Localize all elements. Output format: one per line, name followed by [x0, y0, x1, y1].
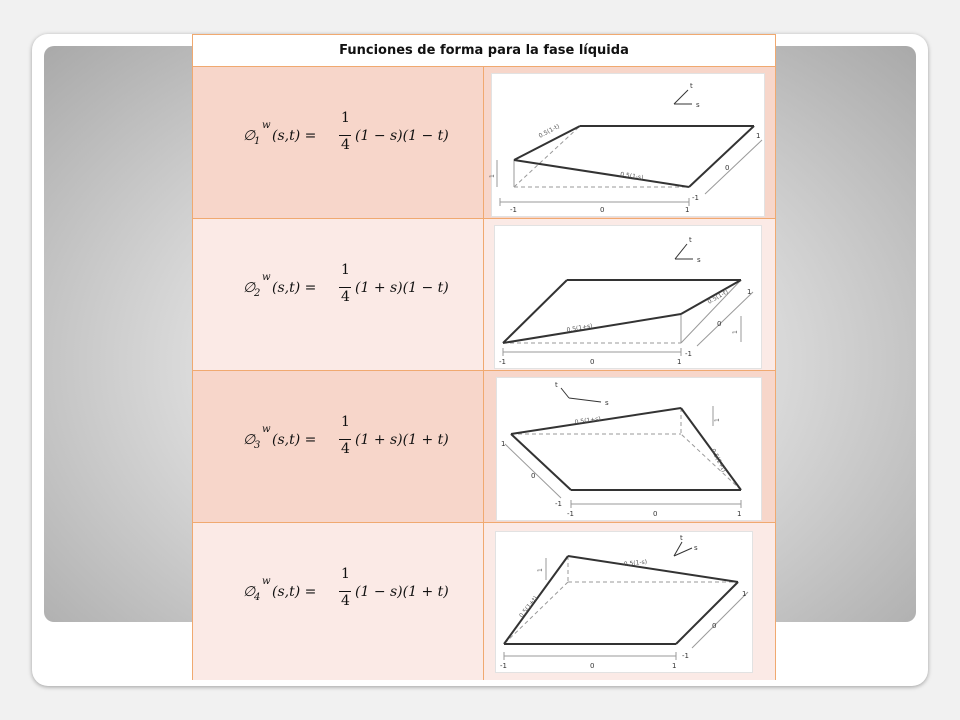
shape-function-formula [243, 566, 463, 616]
shape-function-figure [491, 73, 765, 217]
fraction-denominator: 4 [341, 441, 350, 457]
arguments: (s,t) = [272, 128, 317, 144]
shape-function-figure [494, 225, 762, 369]
local-axes-icon [674, 542, 692, 556]
shape-function-diagram [495, 226, 761, 368]
tick-right: 1 [672, 662, 677, 670]
fraction-bar [339, 439, 351, 440]
fraction-denominator: 4 [341, 137, 350, 153]
tick-depth-end: 1 [742, 590, 747, 598]
shape-function-diagram [497, 378, 761, 520]
factors: (1 + s)(1 − t) [355, 280, 449, 296]
fraction-bar [339, 287, 351, 288]
shape-function-diagram [489, 74, 764, 216]
dimension-line-t [705, 140, 762, 194]
height-label: 1 [732, 330, 739, 334]
formula-cell [193, 219, 484, 371]
tick-right: 1 [685, 206, 690, 214]
shape-function-diagram [496, 532, 752, 672]
axis-s-label: s [697, 256, 701, 264]
tick-left: -1 [499, 358, 506, 366]
phi-symbol: ∅ [243, 128, 256, 144]
edge-label-a: 0.5(1+s) [566, 322, 594, 334]
edge-label-a: 0.5(1-t) [537, 122, 561, 140]
superscript: w [262, 576, 271, 587]
tick-left: -1 [510, 206, 517, 214]
shape-function-formula [243, 262, 463, 312]
factors: (1 − s)(1 − t) [355, 128, 449, 144]
fraction-numerator: 1 [341, 414, 350, 430]
tick-mid: 0 [590, 358, 595, 366]
factors: (1 + s)(1 + t) [355, 432, 449, 448]
fraction-bar [339, 591, 351, 592]
superscript: w [262, 120, 271, 131]
arguments: (s,t) = [272, 584, 317, 600]
axis-s-label: s [694, 544, 698, 552]
shape-function-formula [243, 414, 463, 464]
axis-t-label: t [689, 236, 692, 244]
arguments: (s,t) = [272, 280, 317, 296]
formula-cell [193, 67, 484, 219]
edge-label-b: 0.5(1-t) [706, 288, 730, 306]
edge-label-b: 0.5(1+t) [518, 594, 540, 620]
edge-label-a: 0.5(1+s) [574, 415, 602, 426]
figure-cell [484, 371, 775, 523]
tick-depth-mid: 0 [712, 622, 717, 630]
tick-depth-mid: 0 [717, 320, 722, 328]
shape-function-formula [243, 110, 463, 160]
local-axes-icon [561, 388, 601, 402]
factors: (1 − s)(1 + t) [355, 584, 449, 600]
tick-depth-start: -1 [692, 194, 699, 202]
local-axes-icon [675, 244, 693, 259]
tick-left: -1 [567, 510, 574, 518]
fraction-numerator: 1 [341, 110, 350, 126]
fraction-denominator: 4 [341, 289, 350, 305]
shape-surface [503, 280, 741, 343]
tick-depth-mid: 0 [531, 472, 536, 480]
tick-left: -1 [500, 662, 507, 670]
tick-depth-start: -1 [682, 652, 689, 660]
tick-right: 1 [737, 510, 742, 518]
formula-cell [193, 523, 484, 680]
table-row [193, 66, 775, 219]
axis-t-label: t [555, 381, 558, 389]
tick-mid: 0 [600, 206, 605, 214]
table-row [193, 218, 775, 371]
axis-t-label: t [680, 534, 683, 542]
edge-label-b: 0.5(1+t) [709, 447, 728, 474]
superscript: w [262, 272, 271, 283]
tick-mid: 0 [653, 510, 658, 518]
subscript: 4 [254, 592, 261, 603]
table-row [193, 522, 775, 680]
shape-function-figure [496, 377, 762, 521]
fraction-numerator: 1 [341, 566, 350, 582]
edge-label-a: 0.5(1-s) [623, 558, 648, 568]
shape-functions-table [192, 34, 776, 680]
tick-mid: 0 [590, 662, 595, 670]
axis-s-label: s [696, 101, 700, 109]
shape-surface [511, 408, 741, 490]
height-label: 1 [489, 174, 496, 178]
formula-cell [193, 371, 484, 523]
tick-depth-end: 1 [747, 288, 752, 296]
axis-t-label: t [690, 82, 693, 90]
fraction-denominator: 4 [341, 593, 350, 609]
fraction-numerator: 1 [341, 262, 350, 278]
table-row [193, 370, 775, 523]
tick-depth-end: 1 [501, 440, 506, 448]
tick-depth-start: -1 [685, 350, 692, 358]
local-axes-icon [674, 90, 692, 104]
subscript: 3 [254, 440, 261, 451]
shape-function-figure [495, 531, 753, 673]
subscript: 2 [254, 288, 261, 299]
tick-depth-end: 1 [756, 132, 761, 140]
phi-symbol: ∅ [243, 280, 256, 296]
phi-symbol: ∅ [243, 584, 256, 600]
tick-depth-start: -1 [555, 500, 562, 508]
figure-cell [484, 67, 775, 219]
height-label: 1 [537, 568, 544, 572]
figure-cell [484, 219, 775, 371]
axis-s-label: s [605, 399, 609, 407]
subscript: 1 [254, 136, 261, 147]
superscript: w [262, 424, 271, 435]
height-label: 1 [714, 418, 721, 422]
figure-cell [484, 523, 775, 680]
tick-depth-mid: 0 [725, 164, 730, 172]
fraction-bar [339, 135, 351, 136]
edge-label-b: 0.5(1-s) [619, 171, 644, 182]
arguments: (s,t) = [272, 432, 317, 448]
table-title: Funciones de forma para la fase líquida [193, 35, 775, 67]
phi-symbol: ∅ [243, 432, 256, 448]
tick-right: 1 [677, 358, 682, 366]
